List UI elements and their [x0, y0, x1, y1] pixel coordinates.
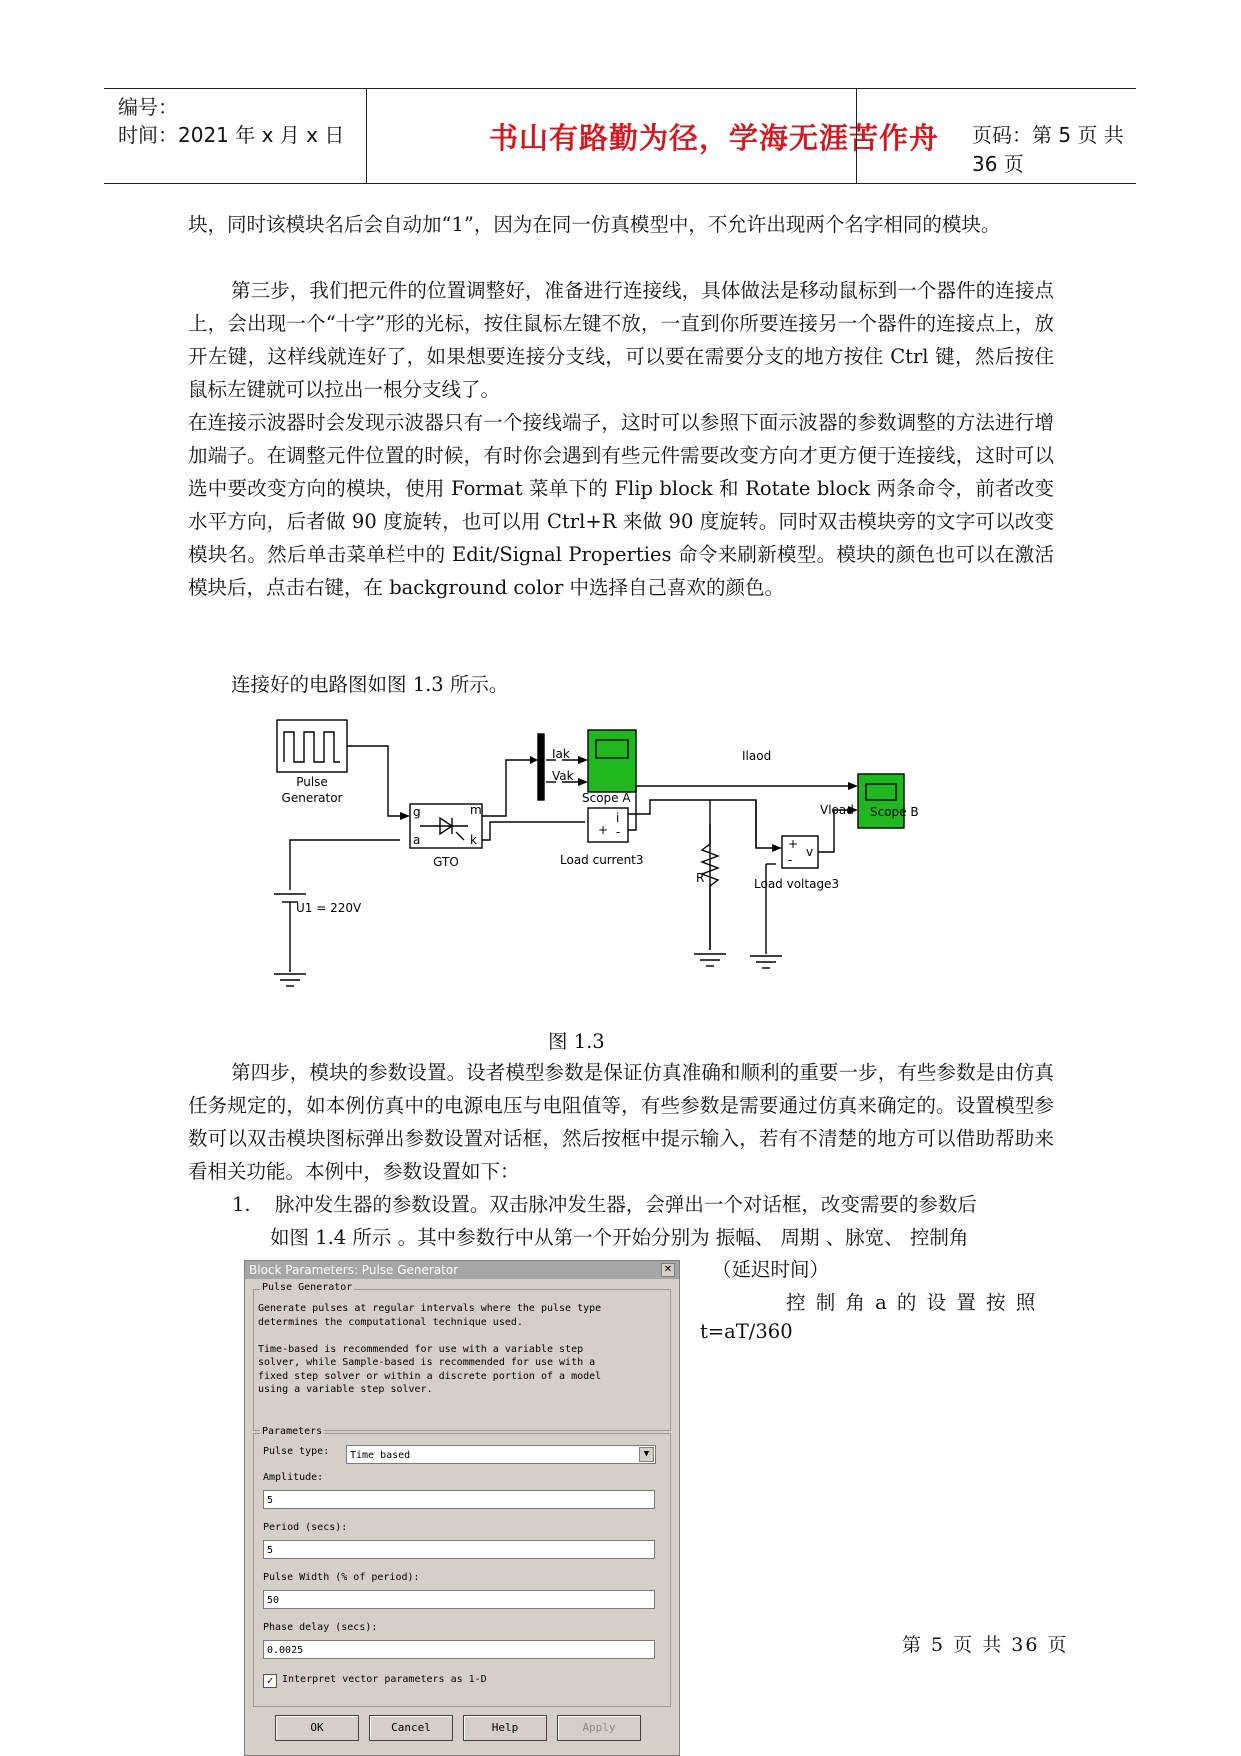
mux-input-1: Iak [552, 747, 570, 761]
figure-caption: 图 1.3 [548, 1030, 605, 1053]
circuit-diagram [260, 704, 1060, 1004]
gto-pin-g: g [413, 805, 421, 819]
list-number: 1. [232, 1193, 251, 1216]
svg-text:+: + [598, 823, 609, 837]
load-current-pin: i [616, 811, 620, 825]
circuit-svg [260, 704, 1060, 1004]
dialog-title: Block Parameters: Pulse Generator [249, 1263, 459, 1277]
ok-button[interactable]: OK [275, 1715, 359, 1741]
scope-a-block [588, 730, 636, 792]
paragraph-2: 第三步，我们把元件的位置调整好，准备进行连接线，具体做法是移动鼠标到一个器件的连接点上，会出现一个“十字”形的光标，按住鼠标左键不放，一直到你所要连接另一个器件的连接点上，放开左键，这样线就连好了，如果想要连接分支线，可以要在需要分支的地方按住 Ctrl 键，然后按住鼠标左键就可以拉出一根分支线了。 [188, 279, 1054, 401]
iload-label: Ilaod [742, 749, 772, 763]
pulse-generator-block [277, 720, 347, 772]
help-button[interactable]: Help [463, 1715, 547, 1741]
vload-label: Vload [820, 803, 854, 817]
svg-text:-: - [616, 825, 621, 839]
svg-text:-: - [788, 853, 793, 867]
phase-delay-label: Phase delay (secs): [263, 1622, 378, 1633]
page-header [104, 88, 1136, 184]
header-divider [856, 89, 857, 183]
amplitude-input[interactable]: 5 [263, 1490, 655, 1509]
header-meta [118, 93, 344, 149]
close-icon[interactable]: ✕ [661, 1263, 675, 1277]
pulse-type-label: Pulse type: [263, 1446, 330, 1457]
pulse-label-2: Generator [281, 791, 343, 805]
parameters-group [253, 1426, 671, 1707]
header-page-number: 页码：第 5 页 共 36 页 [972, 123, 1124, 176]
period-label: Period (secs): [263, 1522, 348, 1533]
list-item-1 [232, 1188, 1054, 1221]
gto-pin-k: k [470, 833, 477, 847]
phase-delay-input[interactable]: 0.0025 [263, 1640, 655, 1659]
side-note-2: 控 制 角 a 的 设 置 按 照 [786, 1291, 1038, 1314]
group-title: Pulse Generator [262, 1282, 353, 1293]
list-item-1-cont [270, 1221, 1054, 1254]
block-parameters-dialog [244, 1260, 680, 1756]
scope-a-label: Scope A [582, 791, 631, 805]
list-line-2: 如图 1.4 所示 。其中参数行中从第一个开始分别为 振幅、 周期 、脉宽、 控制角 [270, 1226, 969, 1249]
doc-time-label: 时间：2021 年 x 月 x 日 [118, 123, 345, 147]
source-label: U1 = 220V [296, 901, 362, 915]
period-input[interactable]: 5 [263, 1540, 655, 1559]
pulse-label: Pulse [296, 775, 328, 789]
gto-pin-m: m [470, 803, 482, 817]
pulse-width-label: Pulse Width (% of period): [263, 1572, 420, 1583]
mux-input-2: Vak [552, 769, 574, 783]
pulse-type-select[interactable] [346, 1445, 656, 1464]
scope-b-label: Scope B [870, 805, 919, 819]
apply-button[interactable]: Apply [557, 1715, 641, 1741]
paragraph-5: 第四步，模块的参数设置。设者模型参数是保证仿真准确和顺利的重要一步，有些参数是由仿真任务规定的，如本例仿真中的电源电压与电阻值等，有些参数是需要通过仿真来确定的。设置模型参数可以双击模块图标弹出参数设置对话框，然后按框中提示输入，若有不清楚的地方可以借助帮助来看相关功能。本例中，参数设置如下： [188, 1061, 1054, 1183]
interpret-vector-checkbox[interactable]: ✓ [263, 1674, 277, 1688]
mux-block [538, 734, 544, 800]
header-divider [366, 89, 367, 183]
paragraph-3: 在连接示波器时会发现示波器只有一个接线端子，这时可以参照下面示波器的参数调整的方法进行增加端子。在调整元件位置的时候，有时你会遇到有些元件需要改变方向才更方便于连接线，这时可以选中要改变方向的模块，使用 Format 菜单下的 Flip block 和 Rotate block 两条命令，前者改变水平方向，后者做 90 度旋转，也可以用 Ctrl+R 来做 90 度旋转。同时双击模块旁的文字可以改变模块名。然后单击菜单栏中的 Edit/Signal Properties 命令来刷新模型。模块的颜色也可以在激活模块后，点击右键，在 background color 中选择自己喜欢的颜色。 [188, 411, 1054, 599]
page-footer: 第 5 页 共 36 页 [902, 1634, 1069, 1656]
doc-number-label: 编号： [118, 95, 178, 119]
pulse-type-value: Time based [350, 1450, 411, 1461]
header-motto: 书山有路勤为径，学海无涯苦作舟 [488, 120, 939, 155]
dialog-title-bar [245, 1261, 679, 1279]
amplitude-label: Amplitude: [263, 1472, 324, 1483]
gto-label: GTO [433, 855, 459, 869]
gto-pin-a: a [413, 833, 421, 847]
pulse-generator-group [253, 1282, 671, 1431]
cancel-button[interactable]: Cancel [369, 1715, 453, 1741]
description-text: Generate pulses at regular intervals where the pulse type determines the computational technique used. Time-based is recommended for use with a variable step solver, while Sample-based is recommended for use with a fixed step solver or within a discrete portion of a model using a variable step solver. [258, 1303, 602, 1395]
resistor-label: R [696, 871, 705, 885]
load-current-label: Load current3 [560, 853, 644, 867]
svg-text:+: + [788, 837, 799, 851]
side-note-1: （延迟时间） [712, 1258, 830, 1281]
group-title: Parameters [262, 1426, 323, 1437]
checkbox-label: Interpret vector parameters as 1-D [282, 1674, 487, 1685]
paragraph-4: 连接好的电路图如图 1.3 所示。 [231, 673, 509, 696]
load-voltage-label: Load voltage3 [754, 877, 840, 891]
paragraph-1: 块，同时该模块名后会自动加“1”，因为在同一仿真模型中，不允许出现两个名字相同的模块。 [188, 213, 1001, 236]
scope-b-block [858, 774, 904, 828]
side-note-3: t=aT/360 [700, 1320, 793, 1343]
pulse-width-input[interactable]: 50 [263, 1590, 655, 1609]
load-voltage-pin: v [806, 845, 814, 859]
list-line-1: 脉冲发生器的参数设置。双击脉冲发生器，会弹出一个对话框，改变需要的参数后 [274, 1193, 977, 1216]
chevron-down-icon[interactable]: ▼ [639, 1447, 654, 1462]
